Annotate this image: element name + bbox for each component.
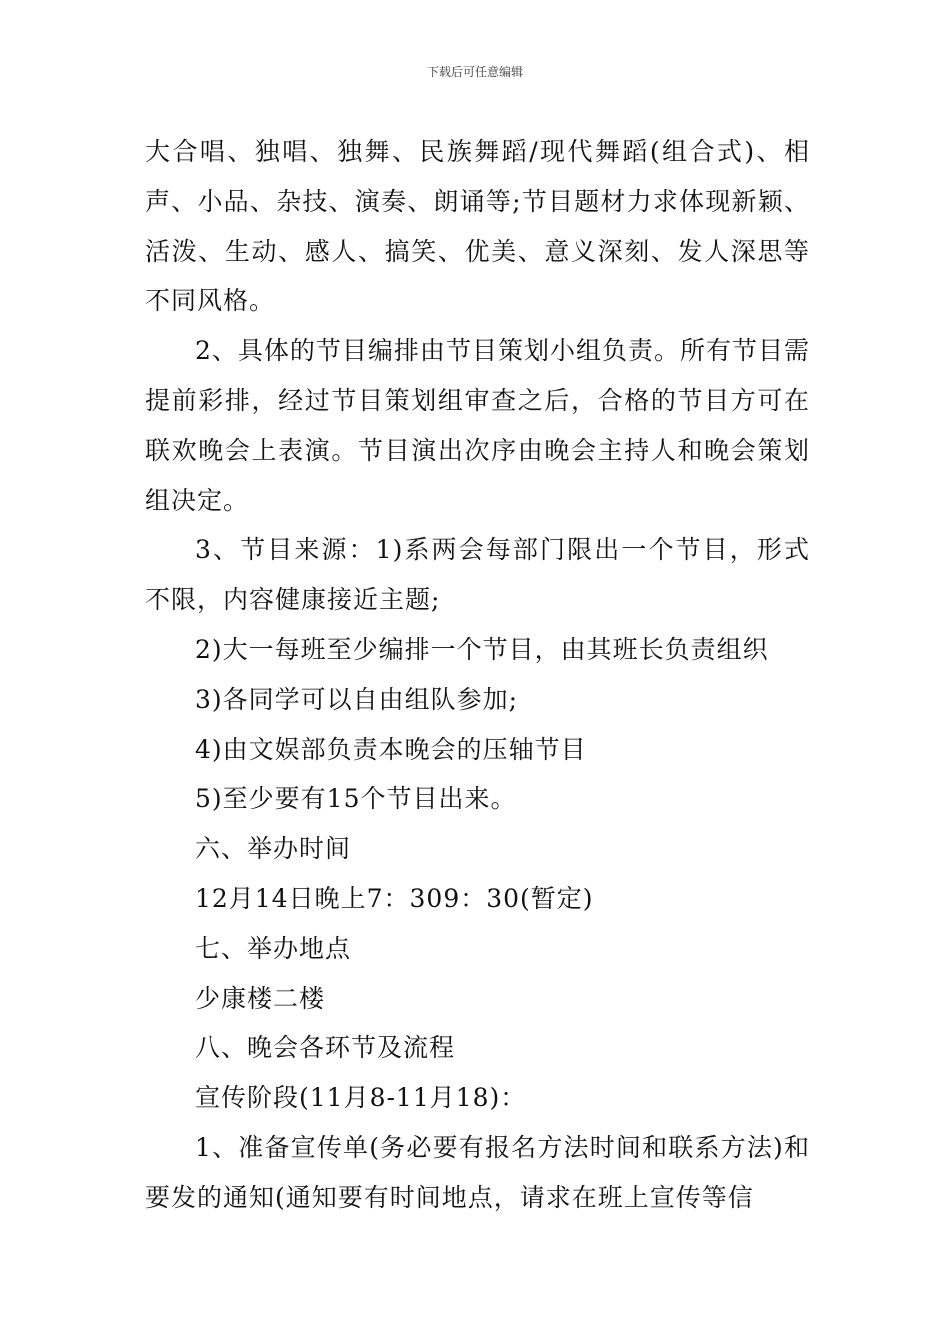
list-item-freshman-classes: 2)大一每班至少编排一个节目，由其班长负责组织 [195, 634, 769, 664]
promotion-stage: 宣传阶段(11月8-11月18)： [195, 1083, 527, 1113]
page-header: 下载后可任意编辑 [426, 65, 523, 79]
list-item-program-count: 5)至少要有15个节目出来。 [195, 784, 517, 814]
event-time: 12月14日晚上7：309：30(暂定) [195, 883, 594, 913]
paragraph-program-sources: 3、节目来源：1)系两会每部门限出一个节目，形式不限，内容健康接近主题; [145, 535, 810, 615]
list-item-finale-program: 4)由文娱部负责本晚会的压轴节目 [195, 734, 587, 764]
paragraph-prepare-flyers: 1、准备宣传单(务必要有报名方法时间和联系方法)和要发的通知(通知要有时间地点，请求在班上宣传等信 [145, 1132, 810, 1212]
list-item-free-teams: 3)各同学可以自由组队参加; [195, 684, 519, 714]
paragraph-program-types: 大合唱、独唱、独舞、民族舞蹈/现代舞蹈(组合式)、相声、小品、杂技、演奏、朗诵等;节目题材力求体现新颖、活泼、生动、感人、搞笑、优美、意义深刻、发人深思等不同风格。 [145, 137, 810, 316]
section-heading-venue: 七、举办地点 [195, 933, 352, 963]
document-body [145, 127, 810, 1223]
paragraph-program-arrangement: 2、具体的节目编排由节目策划小组负责。所有节目需提前彩排，经过节目策划组审查之后，合格的节目方可在联欢晚会上表演。节目演出次序由晚会主持人和晚会策划组决定。 [145, 336, 810, 515]
section-heading-process: 八、晚会各环节及流程 [195, 1033, 456, 1063]
section-heading-time: 六、举办时间 [195, 834, 352, 864]
event-venue: 少康楼二楼 [195, 983, 326, 1013]
